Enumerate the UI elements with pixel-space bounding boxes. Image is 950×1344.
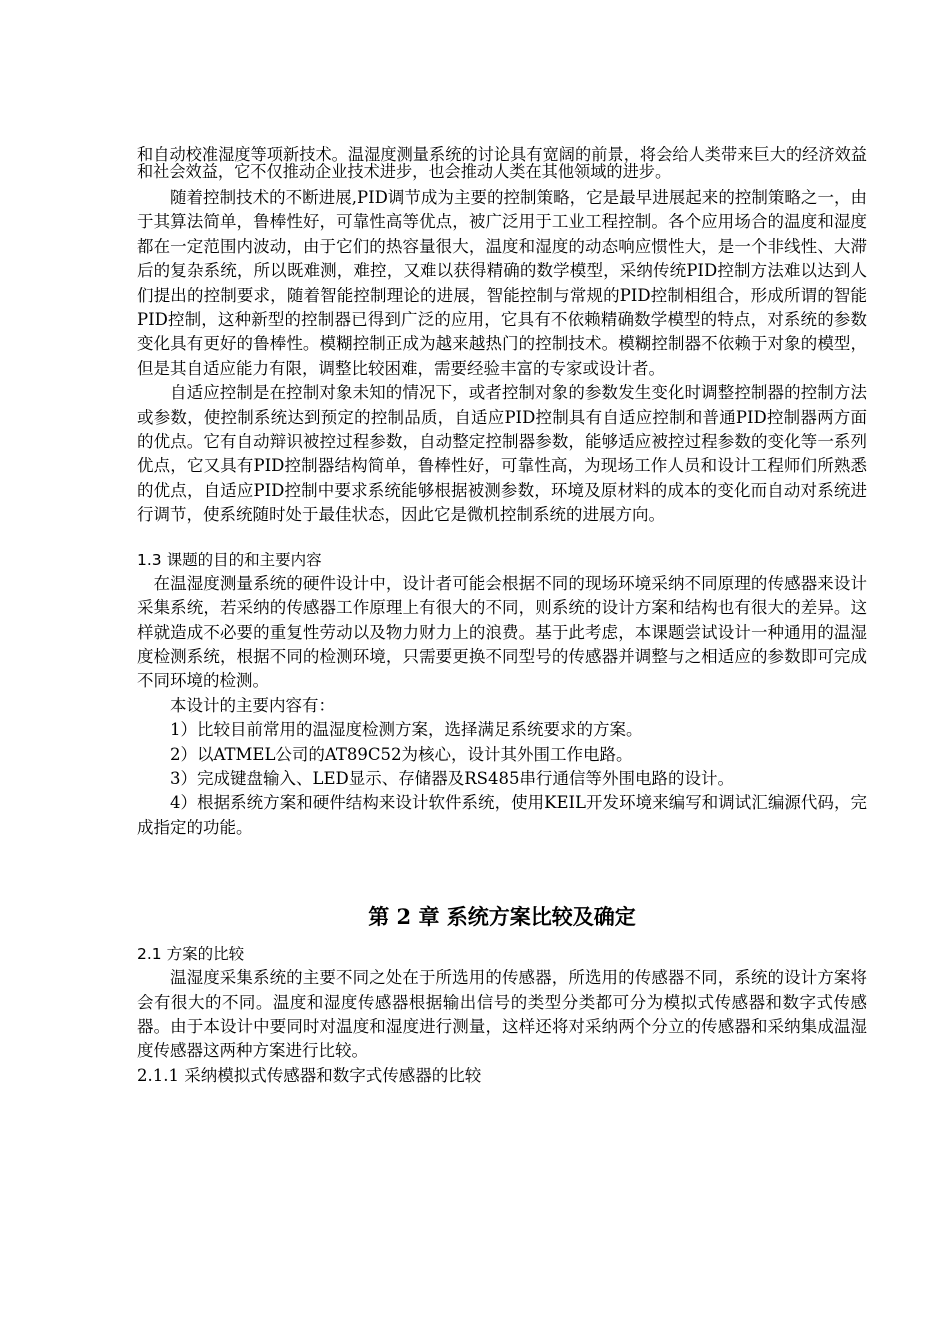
chapter-2-title: 第 2 章 系统方案比较及确定 <box>368 904 636 930</box>
content-item-4: 4）根据系统方案和硬件结构来设计软件系统，使用KEIL开发环境来编写和调试汇编源代码，完成指定的功能。 <box>137 793 867 837</box>
section-2-1-heading: 2.1 方案的比较 <box>137 945 245 964</box>
paragraph-pid-control: 随着控制技术的不断进展,PID调节成为主要的控制策略，它是最早进展起来的控制策略之一，由于其算法简单，鲁棒性好，可靠性高等优点，被广泛用于工业工程控制。各个应用场合的温度和湿度都在一定范围内波动，由于它们的热容量很大，温度和湿度的动态响应惯性大，是一个非线性、大滞后的复杂系统，所以既难测，难控，又难以获得精确的数学模型，采纳传统PID控制方法难以达到人们提出的控制要求，随着智能控制理论的进展，智能控制与常规的PID控制相组合，形成所谓的智能PID控制，这种新型的控制器已得到广泛的应用，它具有不依赖精确数学模型的特点，对系统的参数变化具有更好的鲁棒性。模糊控制正成为越来越热门的控制技术。模糊控制器不依赖于对象的模型，但是其自适应能力有限，调整比较困难，需要经验丰富的专家或设计者。 <box>137 188 867 378</box>
content-intro: 本设计的主要内容有： <box>170 695 335 715</box>
paragraph-intro-tail: 和自动校准湿度等项新技术。温湿度测量系统的讨论具有宽阔的前景，将会给人类带来巨大的经济效益和社会效益，它不仅推动企业技术进步，也会推动人类在其他领域的进步。 <box>137 145 867 181</box>
document-page <box>137 146 867 1088</box>
section-2-1-1-heading: 2.1.1 采纳模拟式传感器和数字式传感器的比较 <box>137 1065 482 1085</box>
paragraph-1-3: 在温湿度测量系统的硬件设计中，设计者可能会根据不同的现场环境采纳不同原理的传感器来设计采集系统，若采纳的传感器工作原理上有很大的不同，则系统的设计方案和结构也有很大的差异。这样就造成不必要的重复性劳动以及物力财力上的浪费。基于此考虑，本课题尝试设计一种通用的温湿度检测系统，根据不同的检测环境，只需要更换不同型号的传感器并调整与之相适应的参数即可完成不同环境的检测。 <box>137 573 867 691</box>
paragraph-2-1: 温湿度采集系统的主要不同之处在于所选用的传感器，所选用的传感器不同，系统的设计方案将会有很大的不同。温度和湿度传感器根据输出信号的类型分类都可分为模拟式传感器和数字式传感器。由于本设计中要同时对温度和湿度进行测量，这样还将对采纳两个分立的传感器和采纳集成温湿度传感器这两种方案进行比较。 <box>137 968 867 1061</box>
content-item-1: 1）比较目前常用的温湿度检测方案，选择满足系统要求的方案。 <box>170 720 643 740</box>
content-item-2: 2）以ATMEL公司的AT89C52为核心，设计其外围工作电路。 <box>170 744 633 764</box>
paragraph-adaptive-control: 自适应控制是在控制对象未知的情况下，或者控制对象的参数发生变化时调整控制器的控制方法或参数，使控制系统达到预定的控制品质，自适应PID控制具有自适应控制和普通PID控制器两方面的优点。它有自动辩识被控过程参数，自动整定控制器参数，能够适应被控过程参数的变化等一系列优点，它又具有PID控制器结构简单，鲁棒性好，可靠性高，为现场工作人员和设计工程师们所熟悉的优点，自适应PID控制中要求系统能够根据被测参数，环境及原材料的成本的变化而自动对系统进行调节，使系统随时处于最佳状态，因此它是微机控制系统的进展方向。 <box>137 383 867 525</box>
section-1-3-heading: 1.3 课题的目的和主要内容 <box>137 550 322 569</box>
content-item-3: 3）完成键盘输入、LED显示、存储器及RS485串行通信等外围电路的设计。 <box>170 768 734 788</box>
